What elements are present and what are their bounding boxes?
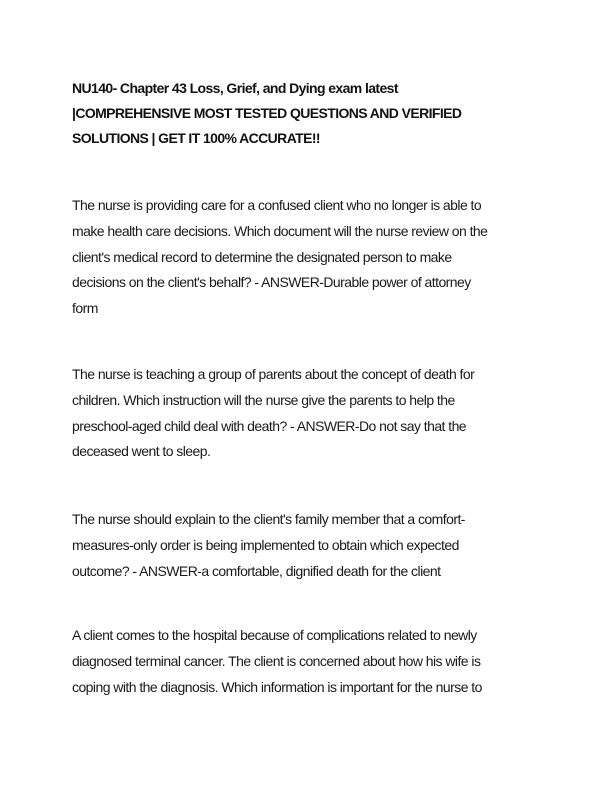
paragraph-line: diagnosed terminal cancer. The client is concerned about how his wife is xyxy=(72,652,481,669)
question-answer-paragraph xyxy=(72,623,552,700)
paragraph-line: A client comes to the hospital because of complications related to newly xyxy=(72,627,477,643)
paragraph-line: make health care decisions. Which document will the nurse review on the xyxy=(72,222,488,239)
paragraph-line: The nurse should explain to the client's family member that a comfort- xyxy=(72,511,465,527)
paragraph-line: children. Which instruction will the nurse give the parents to help the xyxy=(72,391,455,408)
title-line-2: |COMPREHENSIVE MOST TESTED QUESTIONS AND VERIFIED xyxy=(72,105,462,121)
title-line-3: SOLUTIONS | GET IT 100% ACCURATE!! xyxy=(72,130,320,146)
paragraph-line: client's medical record to determine the designated person to make xyxy=(72,248,452,265)
question-answer-paragraph xyxy=(72,193,552,322)
question-answer-paragraph xyxy=(72,507,552,584)
title-line-1: NU140- Chapter 43 Loss, Grief, and Dying exam latest xyxy=(72,80,398,96)
paragraph-line: decisions on the client's behalf? - ANSWER-Durable power of attorney xyxy=(72,274,471,291)
paragraph-line: outcome? - ANSWER-a comfortable, dignified death for the client xyxy=(72,562,441,579)
paragraph-line: The nurse is teaching a group of parents about the concept of death for xyxy=(72,366,475,382)
paragraph-line: coping with the diagnosis. Which information is important for the nurse to xyxy=(72,678,482,695)
paragraph-line: The nurse is providing care for a confused client who no longer is able to xyxy=(72,197,482,213)
paragraph-line: preschool-aged child deal with death? - ANSWER-Do not say that the xyxy=(72,417,467,434)
document-title xyxy=(72,76,542,151)
paragraph-line: form xyxy=(72,300,98,317)
question-answer-paragraph xyxy=(72,362,552,465)
paragraph-line: deceased went to sleep. xyxy=(72,443,211,460)
paragraph-line: measures-only order is being implemented to obtain which expected xyxy=(72,536,459,553)
